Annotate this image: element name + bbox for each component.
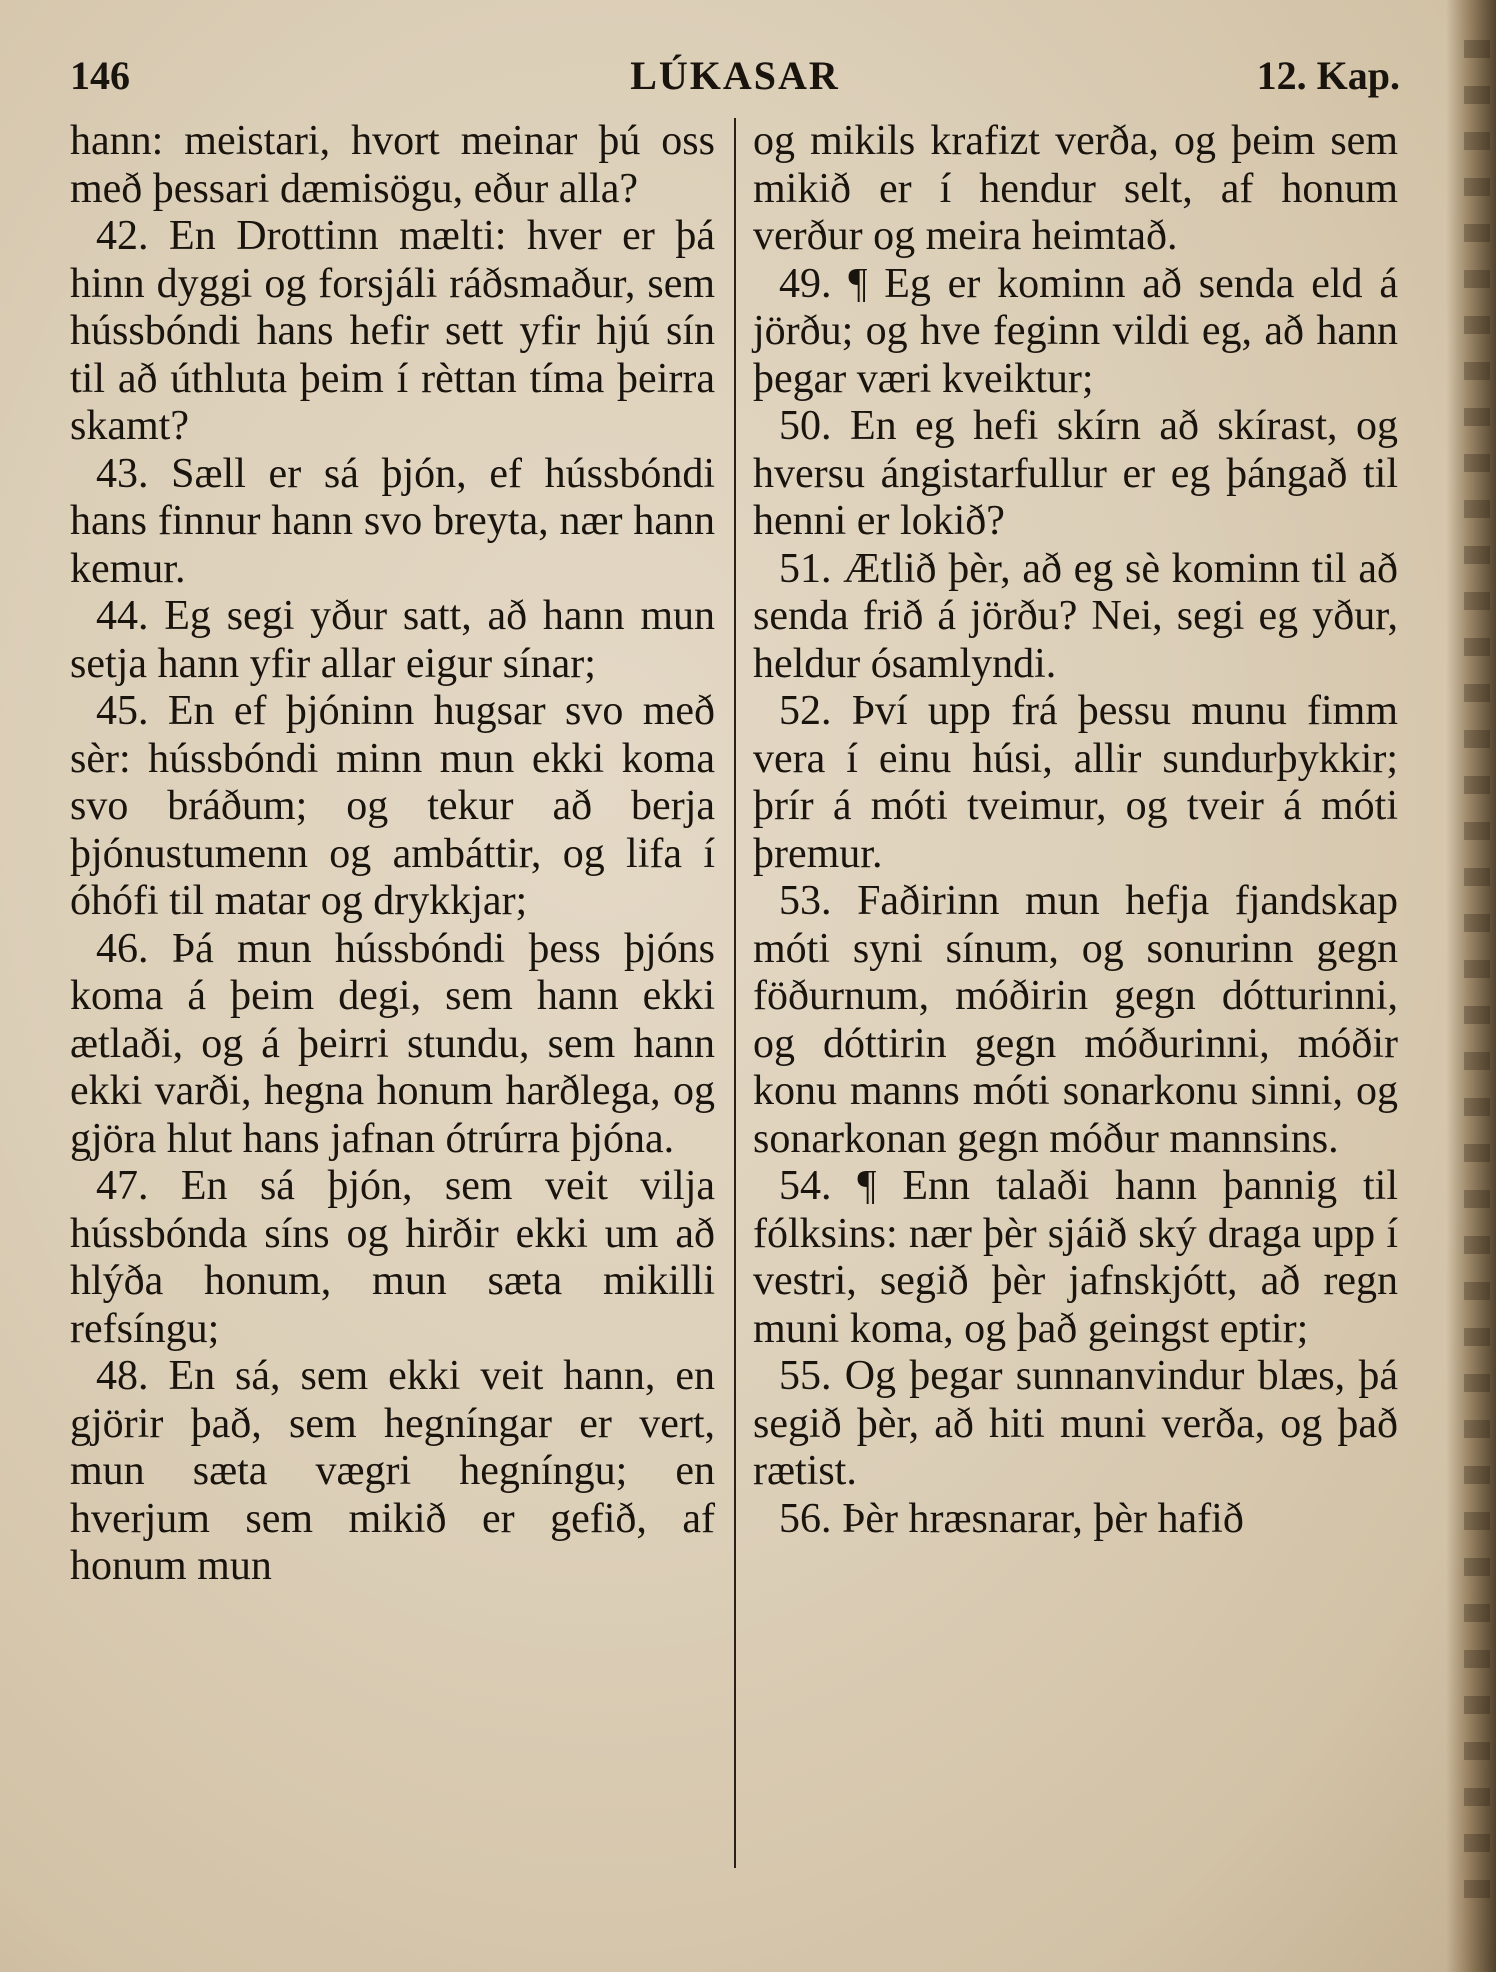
right-text-column <box>753 118 1398 1543</box>
book-title: LÚKASAR <box>630 53 840 98</box>
verse-paragraph: 52. Því upp frá þessu munu fimm vera í einu húsi, allir sundurþykkir; þrír á móti tveimur, og tveir á móti þremur. <box>753 688 1398 877</box>
verse-paragraph: 51. Ætlið þèr, að eg sè kominn til að senda frið á jörðu? Nei, segi eg yður, heldur ósamlyndi. <box>753 545 1398 687</box>
verse-paragraph: 55. Og þegar sunnanvindur blæs, þá segið þèr, að hiti muni verða, og það rætist. <box>753 1353 1398 1494</box>
running-header <box>70 52 1400 108</box>
continued-paragraph: og mikils krafizt verða, og þeim sem mikið er í hendur selt, af honum verður og meira heimtað. <box>753 118 1398 259</box>
left-text-column <box>70 118 715 1591</box>
continued-paragraph: hann: meistari, hvort meinar þú oss með þessari dæmisögu, eður alla? <box>70 118 715 212</box>
verse-paragraph: 48. En sá, sem ekki veit hann, en gjörir það, sem hegníngar er vert, mun sæta vægri hegníngu; en hverjum sem mikið er gefið, af honum mun <box>70 1353 715 1589</box>
column-rule <box>734 118 736 1868</box>
verse-paragraph: 43. Sæll er sá þjón, ef hússbóndi hans finnur hann svo breyta, nær hann kemur. <box>70 450 715 592</box>
verse-paragraph: 49. ¶ Eg er kominn að senda eld á jörðu; og hve feginn vildi eg, að hann þegar væri kveiktur; <box>753 260 1398 402</box>
verse-paragraph: 47. En sá þjón, sem veit vilja hússbónda síns og hirðir ekki um að hlýða honum, mun sæta mikilli refsíngu; <box>70 1163 715 1352</box>
verse-paragraph: 45. En ef þjóninn hugsar svo með sèr: hússbóndi minn mun ekki koma svo bráðum; og tekur að berja þjónustumenn og ambáttir, og lifa í óhófi til matar og drykkjar; <box>70 688 715 924</box>
verse-paragraph: 50. En eg hefi skírn að skírast, og hversu ángistarfullur er eg þángað til henni er lokið? <box>753 403 1398 544</box>
verse-paragraph: 44. Eg segi yður satt, að hann mun setja hann yfir allar eigur sínar; <box>70 593 715 687</box>
verse-paragraph: 46. Þá mun hússbóndi þess þjóns koma á þeim degi, sem hann ekki ætlaði, og á þeirri stundu, sem hann ekki varði, hegna honum harðlega, og gjöra hlut hans jafnan ótrúrra þjóna. <box>70 925 715 1162</box>
verse-paragraph: 54. ¶ Enn talaði hann þannig til fólksins: nær þèr sjáið ský draga upp í vestri, segið þèr jafnskjótt, að regn muni koma, og það geingst eptir; <box>753 1163 1398 1352</box>
verse-paragraph: 56. Þèr hræsnarar, þèr hafið <box>779 1495 1244 1542</box>
facing-page-edge <box>1464 40 1490 1920</box>
chapter-label: 12. Kap. <box>1256 53 1400 98</box>
verse-paragraph: 42. En Drottinn mælti: hver er þá hinn dyggi og forsjáli ráðsmaður, sem hússbóndi hans hefir sett yfir hjú sín til að úthluta þeim í rèttan tíma þeirra skamt? <box>70 213 715 449</box>
verse-paragraph: 53. Faðirinn mun hefja fjandskap móti syni sínum, og sonurinn gegn föðurnum, móðirin gegn dótturinni, og dóttirin gegn móðurinni, móðir konu manns móti sonarkonu sinni, og sonarkonan gegn móður mannsins. <box>753 878 1398 1162</box>
page-number: 146 <box>70 53 130 98</box>
